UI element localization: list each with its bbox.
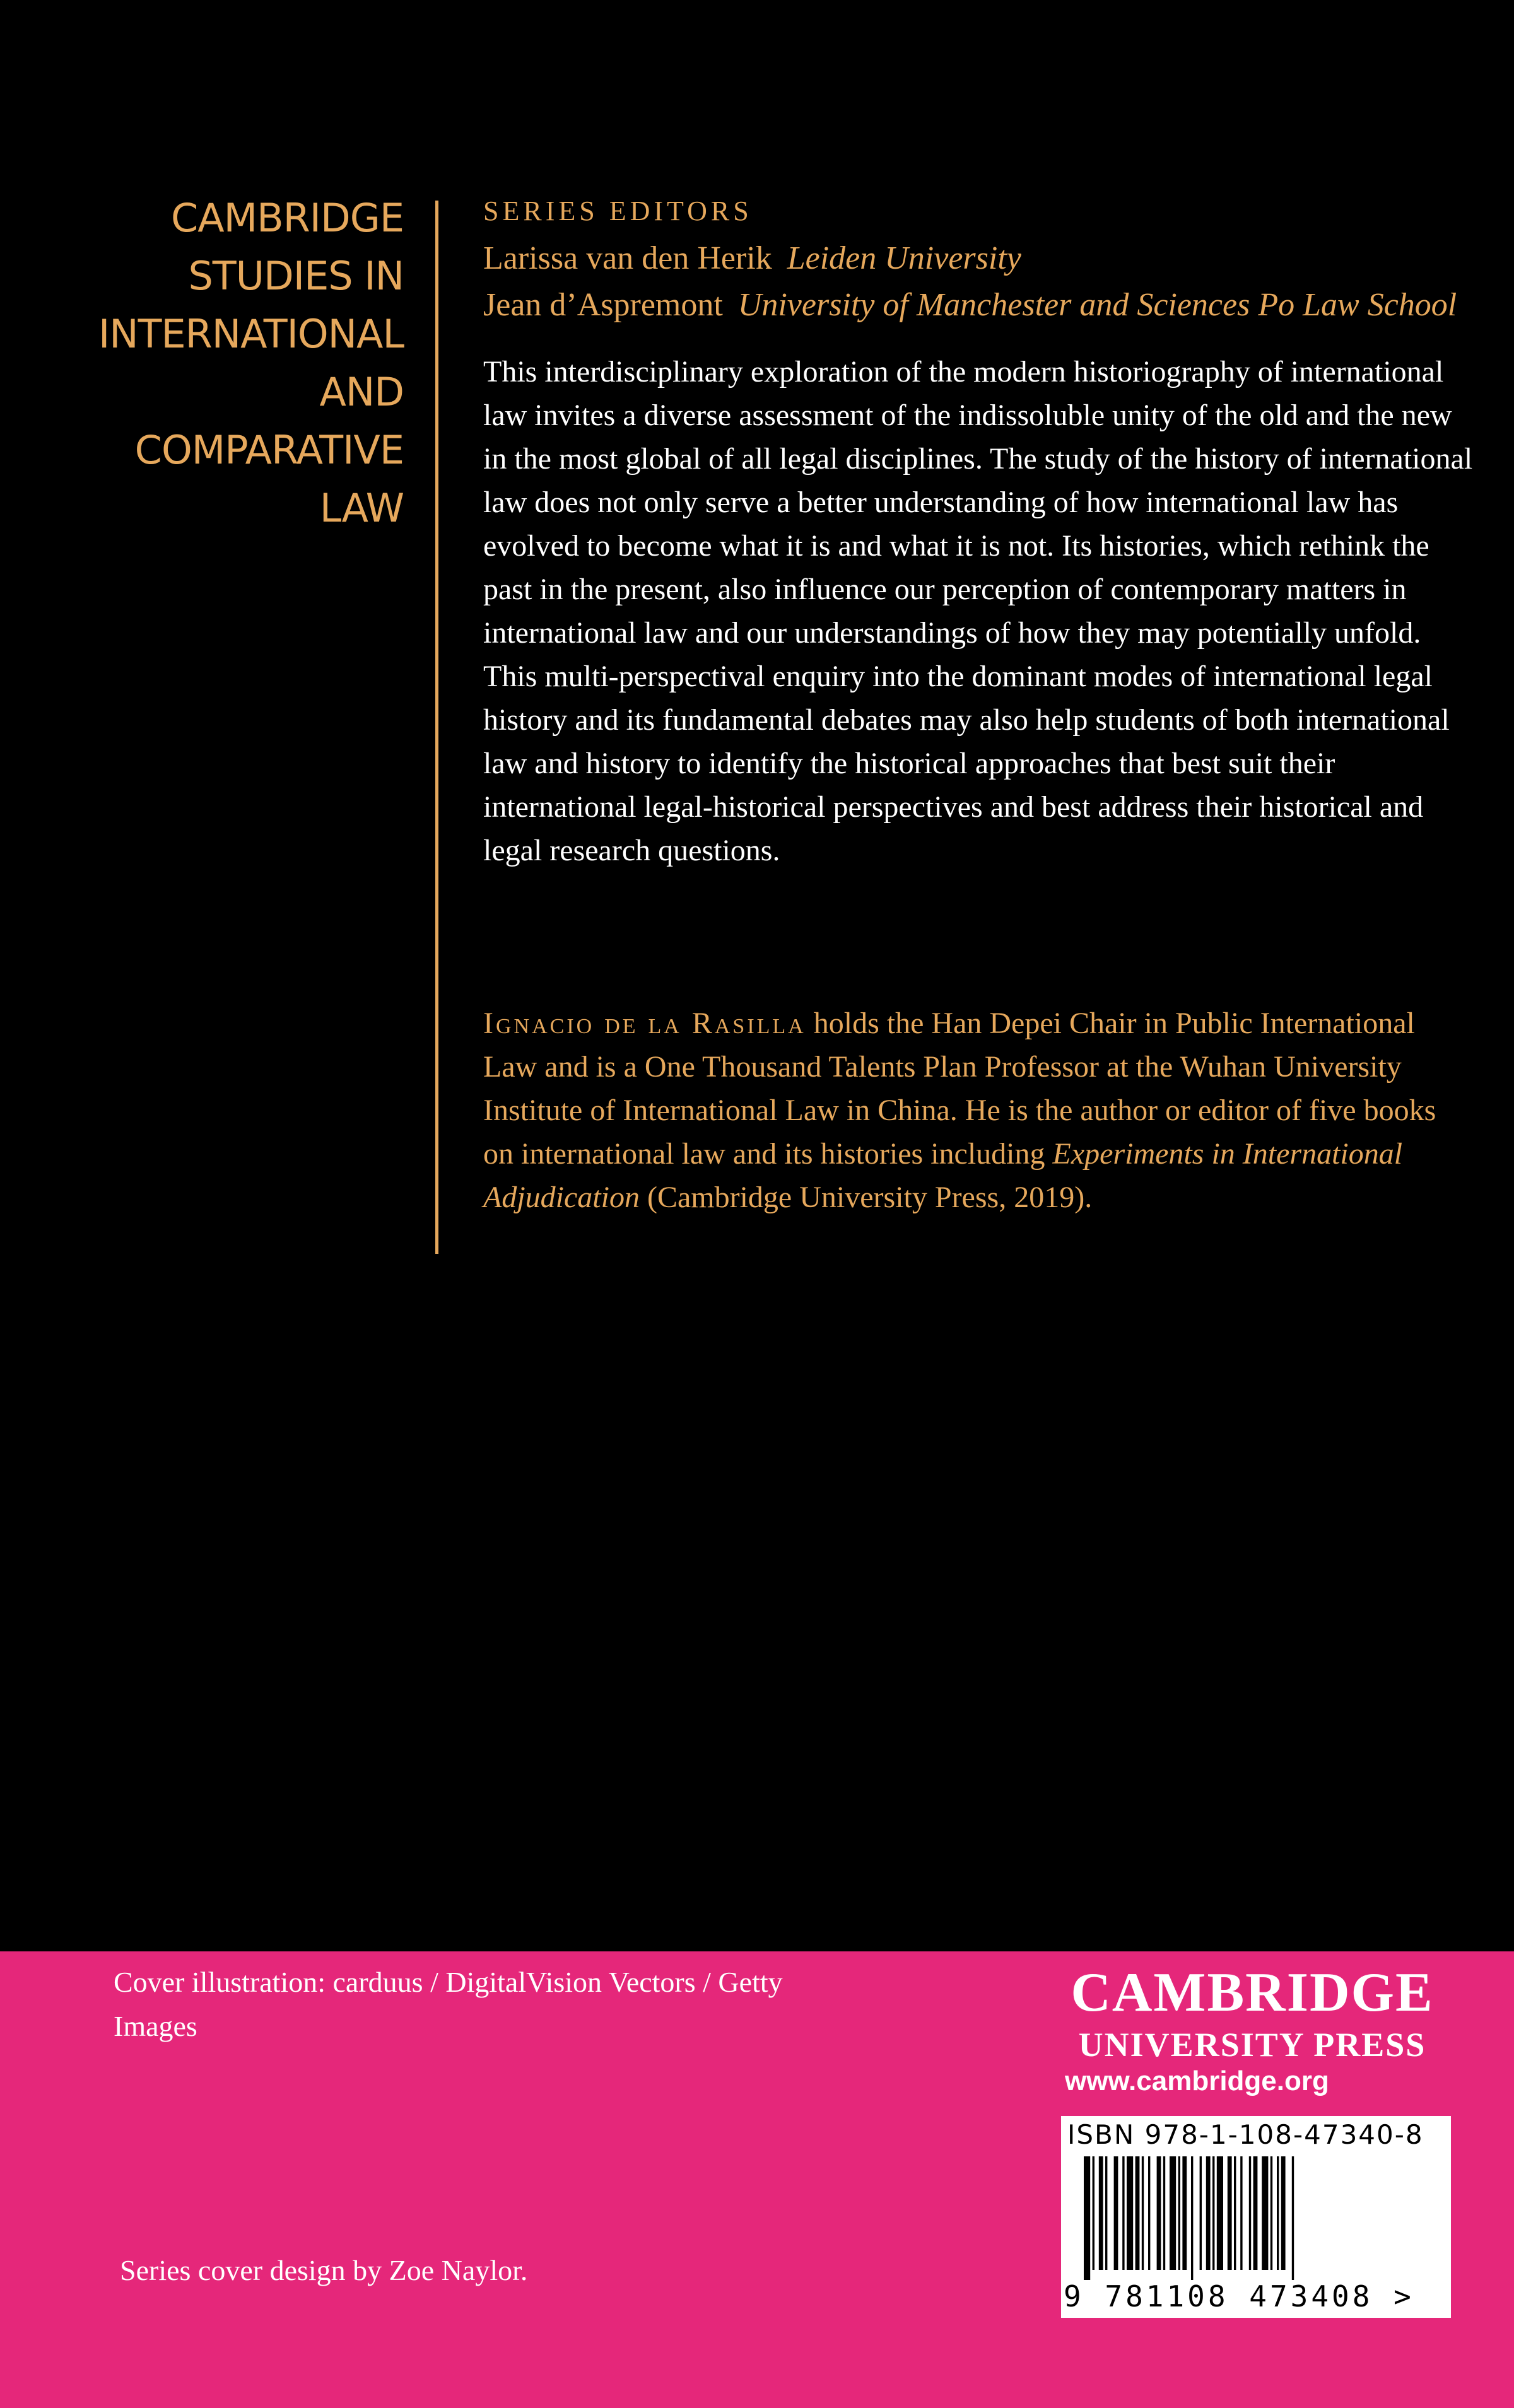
publisher-subtitle: UNIVERSITY PRESS	[1078, 2026, 1426, 2064]
barcode-bar	[1170, 2156, 1176, 2270]
barcode-bar	[1191, 2156, 1193, 2280]
author-bio-text: holds the Han Depei Chair in Public International Law and is a One Thousand Talents Plan Professor at the Wuhan University Institute of International Law in China. He is the author or editor of five books on international law and its histories including	[483, 1007, 1436, 1171]
editor-affiliation: University of Manchester and Sciences Po Law School	[737, 287, 1457, 323]
barcode-digits: 9 781108 473408 >	[1064, 2279, 1414, 2313]
barcode-bar	[1281, 2156, 1286, 2270]
barcode-bar	[1217, 2156, 1223, 2270]
barcode-bar	[1122, 2156, 1124, 2270]
editor-affiliation: Leiden University	[787, 240, 1021, 276]
barcode-bar	[1240, 2156, 1242, 2270]
author-bio	[483, 1002, 1474, 1219]
vertical-divider	[435, 201, 438, 1254]
barcode-bar	[1234, 2156, 1236, 2270]
barcode-bar	[1253, 2156, 1258, 2270]
barcode-bar	[1182, 2156, 1187, 2270]
series-editor	[483, 235, 1467, 282]
barcode-bar	[1262, 2156, 1268, 2270]
editor-name: Jean d’Aspremont	[483, 287, 723, 323]
barcode-bar	[1200, 2156, 1202, 2270]
series-editors	[483, 192, 1467, 329]
barcode-bar	[1142, 2156, 1144, 2270]
series-title	[76, 189, 404, 537]
book-title: Experiments in International Adjudication	[483, 1137, 1403, 1214]
series-title-line: LAW	[319, 485, 404, 531]
author-name: Ignacio de la Rasilla	[483, 1007, 806, 1040]
series-design-credit: Series cover design by Zoe Naylor.	[120, 2254, 528, 2286]
barcode-bar	[1212, 2156, 1214, 2270]
barcode-bar	[1084, 2156, 1090, 2280]
publisher-url: www.cambridge.org	[1065, 2066, 1329, 2096]
barcode-bar	[1178, 2156, 1180, 2270]
series-editors-heading: SERIES EDITORS	[483, 196, 753, 226]
barcode-bar	[1136, 2156, 1140, 2270]
barcode-bar	[1099, 2156, 1103, 2270]
barcode-bar	[1206, 2156, 1211, 2270]
barcode-bar	[1093, 2156, 1094, 2270]
editor-name: Larissa van den Herik	[483, 240, 772, 276]
barcode-bar	[1127, 2156, 1133, 2270]
isbn-label: ISBN 978-1-108-47340-8	[1067, 2119, 1424, 2150]
barcode-bar	[1228, 2156, 1232, 2270]
barcode-bar	[1270, 2156, 1272, 2270]
barcode-icon	[1084, 2156, 1437, 2280]
publisher-name: CAMBRIDGE	[1071, 1962, 1434, 2023]
publisher-logo	[1047, 1961, 1457, 2065]
series-editor	[483, 282, 1467, 329]
barcode-bar	[1114, 2156, 1118, 2270]
barcode-bar	[1163, 2156, 1165, 2270]
barcode-bar	[1292, 2156, 1294, 2280]
author-bio-text-end: (Cambridge University Press, 2019).	[639, 1181, 1093, 1214]
series-title-line: COMPARATIVE	[134, 427, 404, 473]
barcode-bar	[1249, 2156, 1251, 2270]
series-title-line: AND	[319, 369, 404, 415]
book-blurb: This interdisciplinary exploration of the modern historiography of international law invites a diverse assessment of the indissoluble unity of the old and the new in the most global of all legal disciplines. The study of the history of international law does not only serve a better understanding of how international law has evolved to become what it is and what it is not. Its histories, which rethink the past in the present, also influence our perception of contemporary matters in international law and our understandings of how they may potentially unfold. This multi-perspectival enquiry into the dominant modes of international legal history and its fundamental debates may also help students of both international law and history to identify the historical approaches that best suit their international legal-historical perspectives and best address their historical and legal research questions.	[483, 355, 1473, 867]
barcode-bar	[1105, 2156, 1107, 2270]
barcode-panel	[1061, 2116, 1451, 2318]
series-title-line: STUDIES IN	[188, 253, 404, 299]
series-title-line: INTERNATIONAL	[98, 311, 404, 357]
barcode-bar	[1157, 2156, 1161, 2270]
series-title-line: CAMBRIDGE	[170, 195, 404, 241]
barcode-bar	[1277, 2156, 1279, 2270]
barcode-bar	[1148, 2156, 1150, 2270]
cover-illustration-credit: Cover illustration: carduus / DigitalVision Vectors / Getty Images	[114, 1966, 783, 2042]
